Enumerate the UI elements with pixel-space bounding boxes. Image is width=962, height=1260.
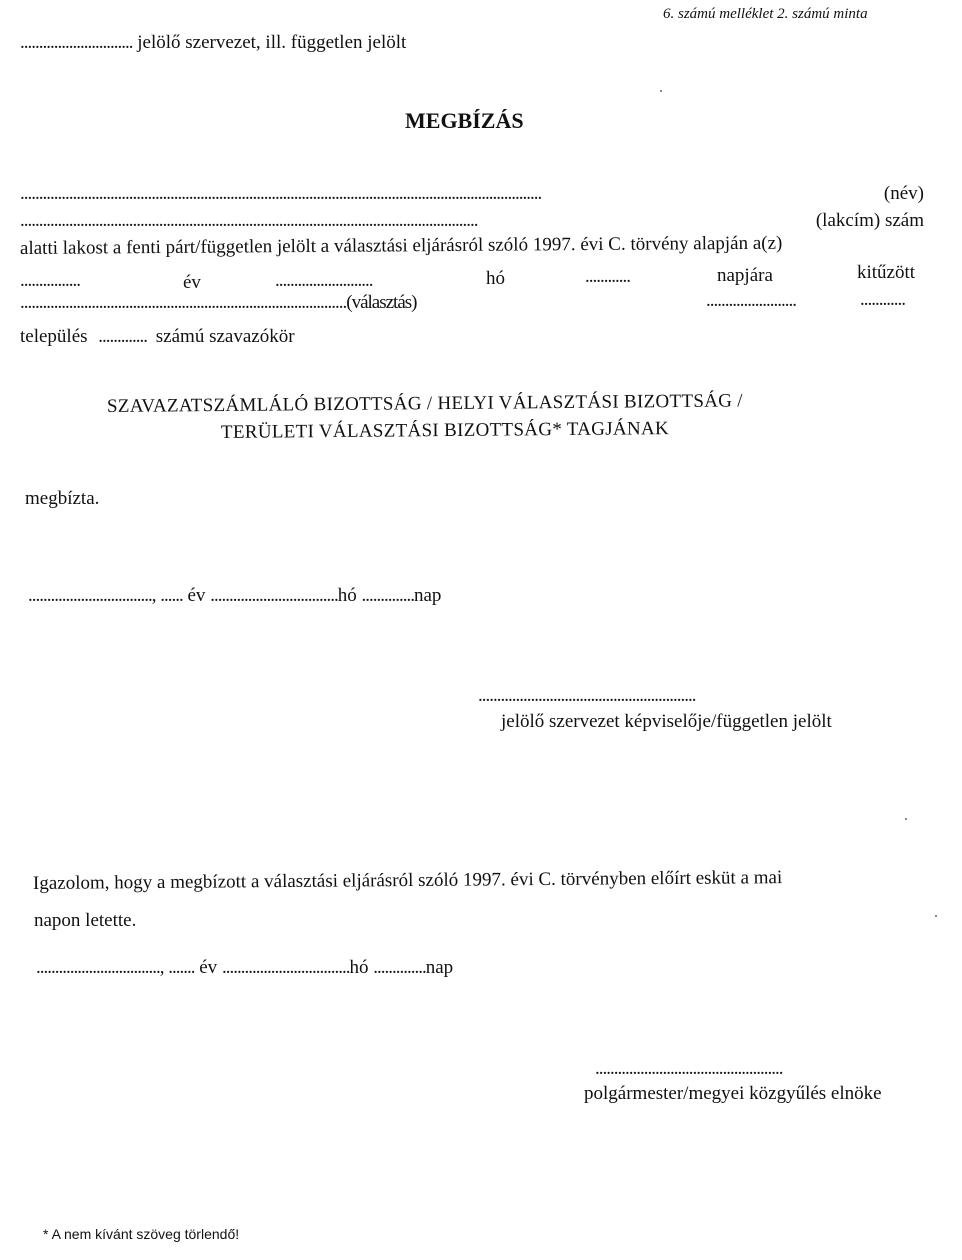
org-dots: .............................. xyxy=(20,32,133,53)
oath-statement-line-2: napon letette. xyxy=(34,910,137,931)
residence-statement-line: alatti lakost a fenti párt/független jelölt a választási eljárásról szóló 1997. évi C. törvény alapján a(z) xyxy=(19,232,783,259)
year-dots: ...... xyxy=(160,585,183,606)
month-dots: .......................... xyxy=(275,270,373,291)
signature-label-1: jelölő szervezet képviselője/független jelölt xyxy=(501,711,832,732)
polling-station-line xyxy=(20,326,295,348)
address-dots: .......................................................................................................................... xyxy=(20,210,478,231)
month-dots: .................................. xyxy=(210,585,338,606)
name-dots: ........................................................................................................................................... xyxy=(20,183,542,204)
polling-station-label: számú szavazókör xyxy=(155,326,295,347)
year-dots: ................ xyxy=(20,270,80,291)
document-title: MEGBÍZÁS xyxy=(405,108,524,133)
day-label: nap xyxy=(425,957,454,978)
year-dots: ....... xyxy=(168,957,195,978)
megbizta-text: megbízta. xyxy=(25,488,100,509)
day-label: nap xyxy=(413,585,442,606)
month-label: hó xyxy=(486,268,505,289)
scan-speck xyxy=(935,915,937,917)
name-label: (név) xyxy=(883,183,924,204)
napjara-label: napjára xyxy=(717,265,773,286)
year-label: év xyxy=(199,957,218,978)
nominating-organization-line xyxy=(20,32,406,54)
station-dots: ............. xyxy=(98,326,148,347)
extra-dots-1: ........................ xyxy=(706,290,796,311)
scan-speck xyxy=(660,90,662,92)
date-line-2 xyxy=(36,957,453,979)
month-label: hó xyxy=(337,585,357,606)
month-label: hó xyxy=(349,957,369,978)
place-dots: ................................., xyxy=(36,957,164,978)
day-dots: .............. xyxy=(361,585,414,606)
month-dots: .................................. xyxy=(221,957,350,978)
signature-dots-1: .......................................................... xyxy=(478,685,696,706)
year-label: év xyxy=(183,272,201,293)
scan-speck xyxy=(905,818,907,820)
place-dots: ................................., xyxy=(28,585,156,606)
date-of-election-line xyxy=(20,262,924,293)
oath-statement-line-1: Igazolom, hogy a megbízott a választási eljárásról szóló 1997. évi C. törvényben előírt esküt a mai xyxy=(32,867,783,894)
signature-label-2: polgármester/megyei közgyűlés elnöke xyxy=(584,1083,882,1104)
day-dots: ............ xyxy=(585,266,630,287)
org-label: jelölő szervezet, ill. független jelölt xyxy=(137,32,407,53)
committee-heading-line-1: SZAVAZATSZÁMLÁLÓ BIZOTTSÁG / HELYI VÁLASZTÁSI BIZOTTSÁG / xyxy=(106,390,743,417)
signature-dots-2: .................................................. xyxy=(595,1058,783,1079)
year-label: év xyxy=(187,585,206,606)
date-line-1 xyxy=(28,585,441,607)
address-label: (lakcím) szám xyxy=(815,210,924,231)
annex-label: 6. számú melléklet 2. számú minta xyxy=(663,6,868,22)
committee-heading-line-2: TERÜLETI VÁLASZTÁSI BIZOTTSÁG* TAGJÁNAK xyxy=(220,418,670,443)
extra-dots-2: ............ xyxy=(860,289,905,310)
day-dots: .............. xyxy=(373,957,426,978)
kituzott-label: kitűzött xyxy=(857,262,916,283)
footnote: * A nem kívánt szöveg törlendő! xyxy=(43,1226,240,1242)
election-type-line xyxy=(20,289,924,316)
settlement-label: település xyxy=(20,326,88,347)
election-dots: .......................................................................................(választás) xyxy=(20,292,417,313)
